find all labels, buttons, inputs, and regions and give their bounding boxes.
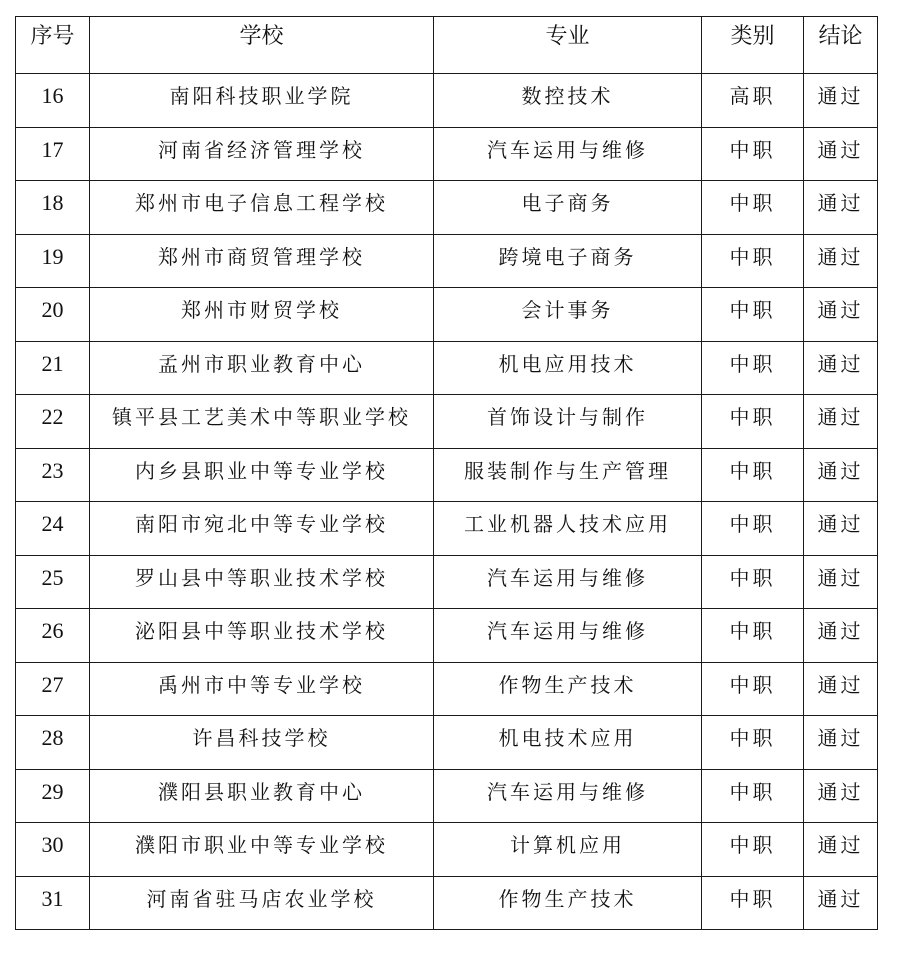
row-school: 镇平县工艺美术中等职业学校 [90, 395, 434, 449]
table-row [16, 823, 878, 877]
row-result: 通过 [804, 234, 878, 288]
table-row [16, 234, 878, 288]
row-type: 中职 [702, 555, 804, 609]
row-school: 内乡县职业中等专业学校 [90, 448, 434, 502]
row-result: 通过 [804, 181, 878, 235]
row-type: 中职 [702, 448, 804, 502]
row-major: 跨境电子商务 [434, 234, 702, 288]
row-school: 濮阳县职业教育中心 [90, 769, 434, 823]
row-result: 通过 [804, 448, 878, 502]
header-major: 专业 [434, 17, 702, 74]
row-school: 河南省经济管理学校 [90, 127, 434, 181]
row-school: 罗山县中等职业技术学校 [90, 555, 434, 609]
row-major: 机电技术应用 [434, 716, 702, 770]
table-row [16, 395, 878, 449]
row-school: 南阳市宛北中等专业学校 [90, 502, 434, 556]
row-major: 作物生产技术 [434, 876, 702, 930]
row-type: 中职 [702, 823, 804, 877]
table-row [16, 341, 878, 395]
row-major: 数控技术 [434, 74, 702, 128]
row-result: 通过 [804, 341, 878, 395]
row-index: 27 [16, 662, 90, 716]
row-index: 21 [16, 341, 90, 395]
row-result: 通过 [804, 288, 878, 342]
row-major: 汽车运用与维修 [434, 127, 702, 181]
table-row [16, 609, 878, 663]
row-result: 通过 [804, 395, 878, 449]
row-result: 通过 [804, 127, 878, 181]
header-row [16, 17, 878, 74]
row-school: 泌阳县中等职业技术学校 [90, 609, 434, 663]
row-school: 郑州市商贸管理学校 [90, 234, 434, 288]
row-index: 22 [16, 395, 90, 449]
row-type: 中职 [702, 716, 804, 770]
header-index: 序号 [16, 17, 90, 74]
row-major: 会计事务 [434, 288, 702, 342]
header-type: 类别 [702, 17, 804, 74]
table-row [16, 181, 878, 235]
row-result: 通过 [804, 876, 878, 930]
row-index: 29 [16, 769, 90, 823]
row-index: 16 [16, 74, 90, 128]
table-row [16, 555, 878, 609]
row-major: 首饰设计与制作 [434, 395, 702, 449]
row-school: 禹州市中等专业学校 [90, 662, 434, 716]
row-type: 中职 [702, 181, 804, 235]
row-index: 24 [16, 502, 90, 556]
row-index: 18 [16, 181, 90, 235]
row-school: 许昌科技学校 [90, 716, 434, 770]
row-index: 25 [16, 555, 90, 609]
table-row [16, 288, 878, 342]
header-result: 结论 [804, 17, 878, 74]
row-school: 濮阳市职业中等专业学校 [90, 823, 434, 877]
row-type: 中职 [702, 127, 804, 181]
row-type: 中职 [702, 502, 804, 556]
table-row [16, 74, 878, 128]
row-result: 通过 [804, 769, 878, 823]
row-result: 通过 [804, 823, 878, 877]
row-major: 机电应用技术 [434, 341, 702, 395]
row-index: 28 [16, 716, 90, 770]
table-row [16, 127, 878, 181]
row-major: 服装制作与生产管理 [434, 448, 702, 502]
row-index: 20 [16, 288, 90, 342]
table-row [16, 662, 878, 716]
row-index: 31 [16, 876, 90, 930]
row-school: 南阳科技职业学院 [90, 74, 434, 128]
row-type: 中职 [702, 395, 804, 449]
row-index: 23 [16, 448, 90, 502]
row-index: 17 [16, 127, 90, 181]
row-index: 19 [16, 234, 90, 288]
row-result: 通过 [804, 716, 878, 770]
row-type: 中职 [702, 234, 804, 288]
row-major: 汽车运用与维修 [434, 769, 702, 823]
row-type: 中职 [702, 609, 804, 663]
table-body [16, 74, 878, 930]
header-school: 学校 [90, 17, 434, 74]
row-result: 通过 [804, 609, 878, 663]
row-major: 汽车运用与维修 [434, 609, 702, 663]
row-type: 中职 [702, 662, 804, 716]
row-type: 中职 [702, 288, 804, 342]
row-type: 高职 [702, 74, 804, 128]
table-row [16, 716, 878, 770]
row-major: 汽车运用与维修 [434, 555, 702, 609]
row-type: 中职 [702, 769, 804, 823]
table-row [16, 502, 878, 556]
row-result: 通过 [804, 555, 878, 609]
row-major: 作物生产技术 [434, 662, 702, 716]
row-type: 中职 [702, 341, 804, 395]
row-major: 工业机器人技术应用 [434, 502, 702, 556]
row-result: 通过 [804, 74, 878, 128]
table-row [16, 769, 878, 823]
table-row [16, 876, 878, 930]
row-result: 通过 [804, 662, 878, 716]
row-major: 电子商务 [434, 181, 702, 235]
row-school: 郑州市财贸学校 [90, 288, 434, 342]
table-row [16, 448, 878, 502]
row-index: 26 [16, 609, 90, 663]
row-major: 计算机应用 [434, 823, 702, 877]
row-school: 郑州市电子信息工程学校 [90, 181, 434, 235]
results-table [15, 16, 878, 930]
row-type: 中职 [702, 876, 804, 930]
row-result: 通过 [804, 502, 878, 556]
row-school: 河南省驻马店农业学校 [90, 876, 434, 930]
row-index: 30 [16, 823, 90, 877]
row-school: 孟州市职业教育中心 [90, 341, 434, 395]
